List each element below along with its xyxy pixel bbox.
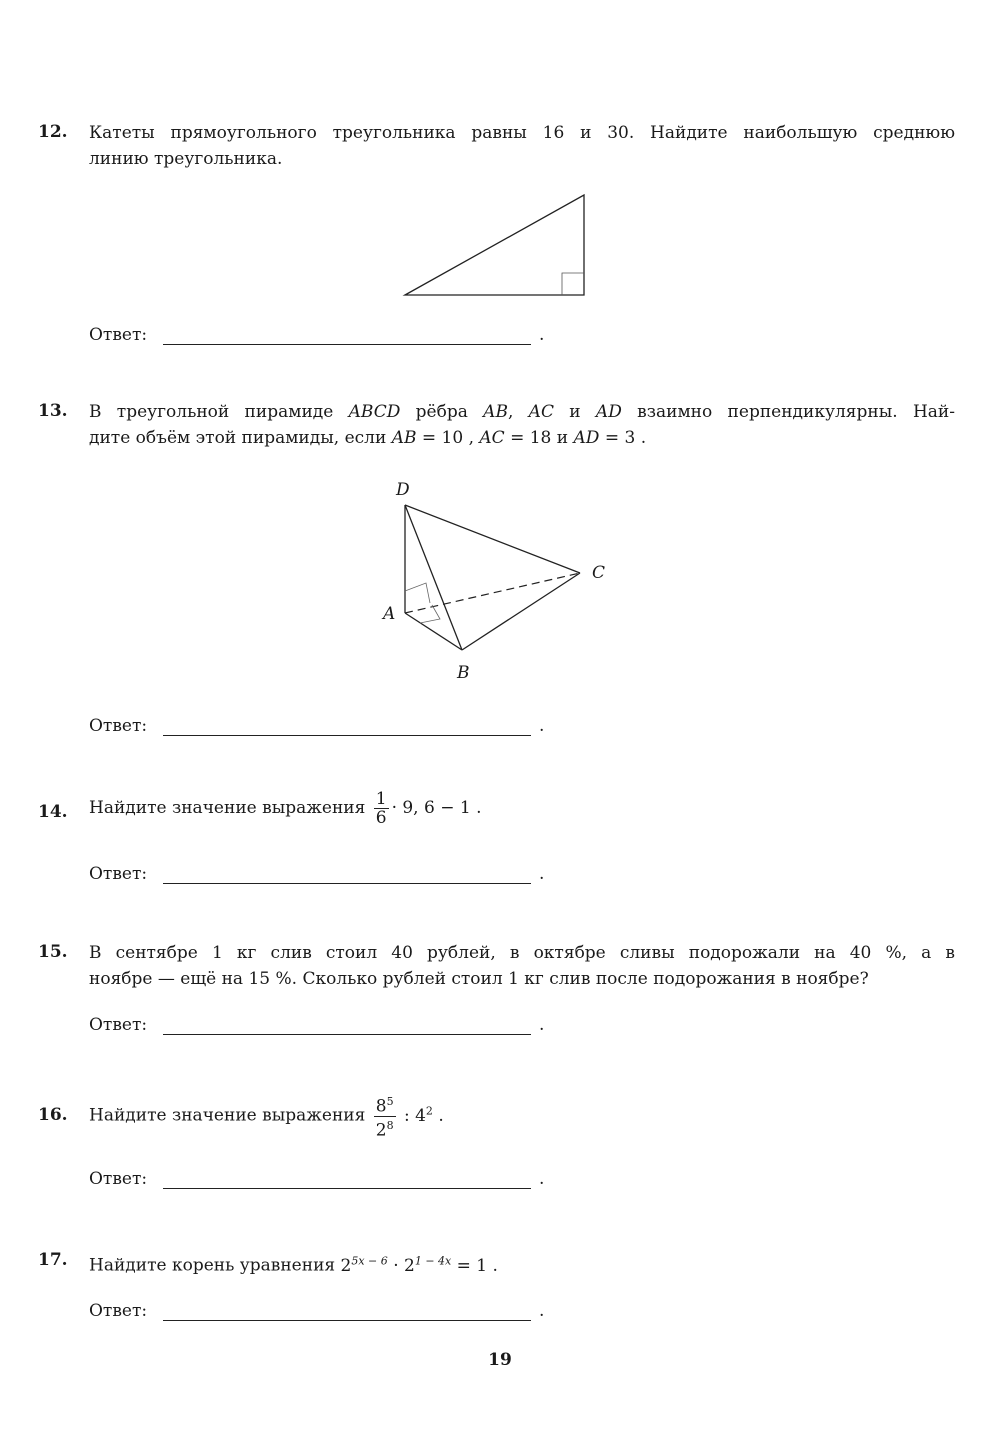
question-17-text bbox=[89, 1248, 498, 1279]
fraction: $\frac{8^5}{2^8}$ bbox=[375, 1095, 394, 1141]
question-line: В сентябре 1 кг слив стоил 40 рублей, в октябре сливы подорожали на 40 %, а в bbox=[89, 943, 955, 963]
vertex-a-label: A bbox=[383, 604, 396, 624]
answer-period: . bbox=[539, 1015, 545, 1035]
question-number: 17. bbox=[38, 1250, 68, 1270]
question-number: 12. bbox=[38, 122, 68, 142]
question-line: дите объём этой пирамиды, если AB = 10 , AC = 18 и AD = 3 . bbox=[89, 428, 647, 448]
answer-label: Ответ: bbox=[89, 716, 148, 736]
vertex-b-label: B bbox=[457, 663, 470, 683]
answer-period: . bbox=[539, 864, 545, 884]
question-number: 13. bbox=[38, 401, 68, 421]
answer-period: . bbox=[539, 1169, 545, 1189]
answer-label: Ответ: bbox=[89, 1169, 148, 1189]
answer-field[interactable] bbox=[163, 883, 531, 884]
vertex-d-label: D bbox=[396, 480, 410, 500]
question-text: Найдите значение выражения bbox=[89, 798, 366, 818]
question-15-text bbox=[89, 940, 955, 992]
answer-field[interactable] bbox=[163, 1188, 531, 1189]
equation: $2^{5x - 6} \cdot 2^{1 - 4x} = 1$ . bbox=[340, 1254, 498, 1276]
answer-field[interactable] bbox=[163, 1320, 531, 1321]
question-12-text bbox=[89, 120, 955, 172]
question-number: 14. bbox=[38, 802, 68, 822]
question-line: ноябре — ещё на 15 %. Сколько рублей стоил 1 кг слив после подорожания в ноябре? bbox=[89, 969, 869, 989]
answer-label: Ответ: bbox=[89, 1301, 148, 1321]
vertex-c-label: C bbox=[592, 563, 606, 583]
answer-field[interactable] bbox=[163, 735, 531, 736]
pyramid-figure bbox=[370, 475, 640, 685]
answer-label: Ответ: bbox=[89, 864, 148, 884]
question-text: Найдите значение выражения bbox=[89, 1105, 366, 1126]
expression-tail: : $4^2$ . bbox=[398, 1104, 444, 1126]
question-16-text bbox=[89, 1093, 444, 1139]
question-number: 16. bbox=[38, 1105, 68, 1125]
question-line: линию треугольника. bbox=[89, 149, 283, 169]
answer-period: . bbox=[539, 325, 545, 345]
answer-period: . bbox=[539, 716, 545, 736]
fraction: $\frac{1}{6}$ bbox=[375, 789, 387, 828]
answer-field[interactable] bbox=[163, 344, 531, 345]
answer-field[interactable] bbox=[163, 1034, 531, 1035]
question-number: 15. bbox=[38, 942, 68, 962]
page-number: 19 bbox=[488, 1350, 512, 1370]
answer-label: Ответ: bbox=[89, 325, 148, 345]
expression-tail: · 9, 6 − 1 . bbox=[391, 798, 482, 818]
question-line: В треугольной пирамиде ABCD рёбра AB, AC и AD взаимно перпендикулярны. Най- bbox=[89, 402, 955, 422]
question-13-text bbox=[89, 399, 955, 451]
answer-period: . bbox=[539, 1301, 545, 1321]
question-text: Найдите корень уравнения bbox=[89, 1255, 336, 1276]
question-line: Катеты прямоугольного треугольника равны 16 и 30. Найдите наибольшую среднюю bbox=[89, 123, 955, 143]
answer-label: Ответ: bbox=[89, 1015, 148, 1035]
right-triangle-figure bbox=[400, 190, 590, 300]
question-14-text bbox=[89, 790, 482, 827]
